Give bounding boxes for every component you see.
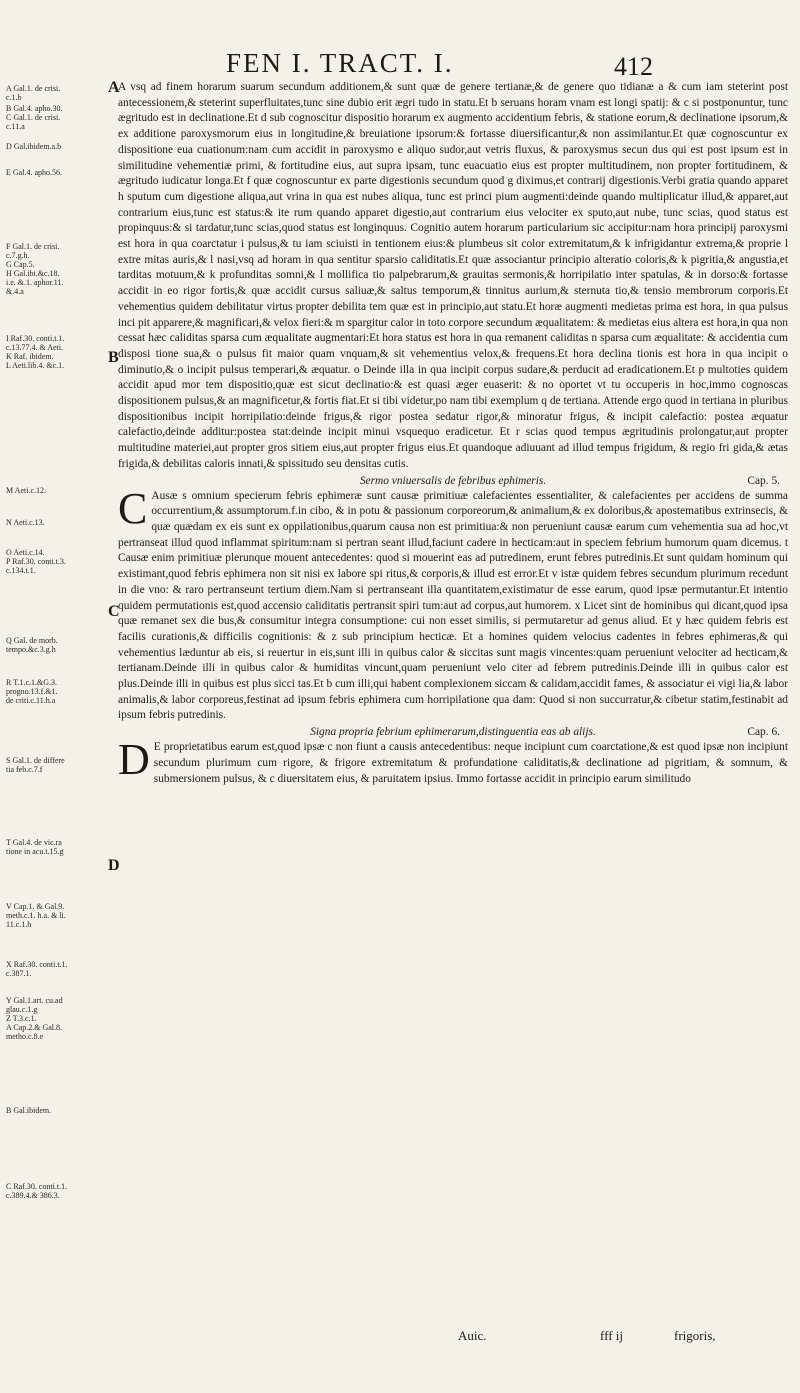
margin-note: [6, 104, 102, 131]
drop-cap: D: [118, 735, 150, 785]
page-number: 412: [614, 52, 653, 81]
margin-note-line: L Aeti.lib.4. &c.1.: [6, 361, 65, 370]
margin-note: [6, 902, 102, 929]
margin-note-line: Q Gal. de morb.: [6, 636, 58, 645]
margin-note-line: progno.13.f.&1.: [6, 687, 58, 696]
chapter-label: Cap. 5.: [747, 474, 780, 487]
margin-note-line: K Raf. ibidem.: [6, 352, 54, 361]
margin-note-line: M Aeti.c.12.: [6, 486, 46, 495]
section-body: Ausæ s omnium specierum febris ephimeræ sunt causæ primitiuæ calefacientes essentialiter, & calefacientes per accidens de summa occurrentium,& assumptorum.f.in cibo, & in potu & passionum corporeorum,& animalium,& ex doloribus,& apostematibus extrinsecis, & quæ quædam ex eis sunt ex oppilationibus,quarum causa non est primitiua:& non perueniunt causæ earum cum vehementia sua ad hoc,vt pertranseat illud quod inflammat spiritum:nam si pertran seant illud,faciunt cadere in hecticam:aut in speciem febrium humorum quam dicemus. t Causæ enim primitiuæ plerunque mouent antecedentes: quod si mouerint eas ad putredinem, erunt febres putredinis.Et sunt quidam hominum qui existimant,quod febris ephimera non sit nisi ex labore spi ritus,& corporis,& illud est error.Et v istæ quidem febres secundum plurimum recedunt in die vno: & raro pertranseunt tertium diem.Nam si pertranseant illa quantitatem,existimatur de esse earum, quod ipsæ permutantur.Et intentio quidem permutationis est,quod accensio caliditatis pertransit spiri tum:aut ad corpus,aut humorem. x Licet sint de hominibus qui dicant,quod ipsa quæ remanet sex die bus,& consumitur integra consumptione: cui non esset similis, si permutaretur ad genus aliud. Et y hæc quidem febris est facilis curationis,& difficilis cognitionis: & z sub principium hecticæ. Et a homines quidem velocius cadentes in febres ephimeras,& qui vehementius læduntur ab eis, si reuertur in eis,sunt illi in quibus calor & siccitas sunt magis vincentes:quam perueniunt velociter ad hecticam,& tertianam.Deinde illi in quibus calor & humiditas vincunt,quam perueniunt velo citer ad febrem putredinis.Deinde illi in quibus calor est plus.Deinde illi in quibus est plus sicci tas.Et b cum illi,qui habent complexionem siccam & calidam,accidit fames, & associatur ei vigi lia,& labor animalis,& labor corporeus,festinat ad ipsum febris ephimera cum horripilatione qua dam: Quod si non succurratur,& cibetur statim,festinabit ad ipsum febris putredinis.: [118, 489, 788, 722]
margin-note: [6, 996, 102, 1041]
margin-note: [6, 242, 102, 296]
section-6-text: [118, 735, 788, 787]
running-header: [0, 48, 800, 82]
margin-note: [6, 1106, 102, 1115]
margin-note-line: C Raf.30. conti.t.1.: [6, 1182, 68, 1191]
margin-note-line: B Gal.4. apho.30.: [6, 104, 63, 113]
margin-note-line: A Cap.2.& Gal.8.: [6, 1023, 62, 1032]
main-text: [118, 80, 788, 1340]
margin-note-line: i.e. &.1. aphor.11.: [6, 278, 64, 287]
section-5-text: [118, 483, 788, 725]
margin-note-line: G Cap.5.: [6, 260, 35, 269]
page-footer: [0, 1328, 800, 1348]
margin-note-line: tione in acu.t.15.g: [6, 847, 64, 856]
margin-note-line: c.387.1.: [6, 969, 32, 978]
margin-note-line: T Gal.4. de vic.ra: [6, 838, 62, 847]
margin-note: [6, 838, 102, 856]
chapter-label: Cap. 6.: [747, 726, 780, 739]
section-title: Signa propria febrium ephimerarum,distinguentia eas ab alijs.: [310, 726, 596, 739]
margin-note: [6, 636, 102, 654]
margin-note-line: P Raf.30. conti.t.3.: [6, 557, 66, 566]
margin-note-line: meth.c.1. h.a. & li.: [6, 911, 66, 920]
margin-note-line: tempo.&c.3.g.h: [6, 645, 56, 654]
margin-note: [6, 334, 102, 370]
side-letter: D: [108, 857, 120, 874]
margin-note: [6, 84, 102, 102]
running-title: FEN I. TRACT. I.: [226, 48, 454, 78]
margin-note-line: F Gal.1. de crisi.: [6, 242, 60, 251]
margin-note-line: V Cap.1. & Gal.9.: [6, 902, 65, 911]
margin-note-line: N Aeti.c.13.: [6, 518, 45, 527]
section-heading-5: [118, 473, 788, 489]
margin-note-line: Z T.3.c.1.: [6, 1014, 37, 1023]
margin-note: [6, 678, 102, 705]
margin-note-line: H Gal.ibi.&c.18.: [6, 269, 60, 278]
margin-note: [6, 1182, 102, 1200]
margin-notes: [6, 84, 102, 1304]
margin-note-line: D Gal.ibidem.a.b: [6, 142, 62, 151]
side-letter: A: [108, 79, 120, 96]
margin-note-line: R T.1.c.1.&G.3.: [6, 678, 58, 687]
side-letter: B: [108, 349, 119, 366]
margin-note: [6, 960, 102, 978]
margin-note-line: Y Gal.1.art. cu.ad: [6, 996, 63, 1005]
side-letter: C: [108, 603, 120, 620]
paragraph-1: [118, 80, 788, 473]
margin-note: [6, 486, 102, 495]
margin-note-line: X Raf.30. conti.t.1.: [6, 960, 68, 969]
margin-note-line: A Gal.1. de crisi.: [6, 84, 61, 93]
paragraph-text: A vsq ad finem horarum suarum secundum additionem,& sunt quæ de genere tertianæ,& de genere quo tidianæ a & cum iam steterint post antecessionem,& steterint superfluitates,tunc sine dubio erit ægri tudo in statu.Et b seruans horam vnam est longi spatij: & c si postponuntur, tunc ægritudo est in declinatione.Et d sub cognoscitur dispositio horarum ex augmento accidentium febris, & statione eorum,& declinatione ipsorum,& ex additione paroxysmorum eius in longitudine,& breuiatione ipsorum:& fortasse diuersificantur,& non assimilantur.Et quæ cognoscuntur ex dispositione eua cuationum:nam cum accidit in paroxysmo e aliquo sudor,aut vetris fluxus, & paroxysmus secun dus qui est post ipsum est in similitudine vehementiæ primi, & fortitudine eius, aut supra ipsam, tunc euacuatio eius est propter multitudinem, non propter fortitudinem, & ægritudo iudicatur longa.Et f quæ cognoscuntur ex parte digestionis secundum quod g diximus,et contrarij digestionis.Verbi gratia quando apparet h sputum cum digestione aliqua,aut vrina in qua est nubes aliqua, tunc est princi pium augmenti:deinde quando multiplicatur illud,& apparet,aut contrarium eius,tunc est status:& ite rum quando apparet digestio,aut contrarium eius velociter ex sputo,aut nube, tunc scias, quod status est propinquus:& si tardatur,tunc scias,quod status est longinquus. Cognitio autem horarum particularium sic accipitur:nam hora principij paroxysmi est hora in qua coarctatur i pulsus,& tu iam sciuisti in tentionem eius:& plumbeus sit color extremitatum,& k infrigidantur extrema,& proprie l extre mitas auris,& l nasi,vsq ad horam in qua sentitur sparsio caliditatis.Et quæ associantur principio alteratio coloris,& k pigritia,& angustia,et tarditas motuum,& k profunditas somni,& l mollifica tio palpebrarum,& grauitas sermonis,& horripilatio inter spatulas, & in dorso:& fortasse accidit in eo rigor fortis,& quæ accidit cursus saliuæ,& saltus temporum,& tinnitus aurium,& sternuta tio,& tensio membrorum corporis.Et vehementius quidem debilitatur virtus propter debilita tem quæ est in principio,aut statu.Et horæ augmenti medietas prima est hora, in qua pulsus inci pit apparere,& magnificari,& velox fieri:& m spargitur calor in toto corpore secundum æqualitatem: & medietas eius altera est hora,in qua non cessat hæc caliditas sparsa cum æqualitate augmentari:Et hora status est hora in qua remanent caliditas n sparsa cum æqualitate: & accidentia cum disposi tione sua,& o pulsus fit maior quam vnquam,& sit vehementius velox,& frequens.Et hora declina tionis est hora in qua incipit o diminutio,& o incipit pulsus temperari,& æquatur. o Deinde illa in qua incipit corpus sudare,& perducit ad eradicationem.Et p multoties quidem accidit apud mor tem dispositio,quæ est sicut declinatio:& est quasi æger euaserit: & no oportet vt tu occuperis in hoc,immo cognoscas dispositionem pulsus,& an magnificetur,& fortis fiat.Et si tibi videtur,po nam tibi exemplum q de tertiana. Attende ergo quod in tertiana in pluribus dispositionibus incipit horripilatio:deinde frigus,& rigor postea sedatur rigor,& minoratur frigus, & incipit calefactio: postea æquatur calefactio,deinde additur:postea stat:deinde incipit minui vsquequo eradicetur. Et r scias quod tempus ægritudinis prolongatur,aut propter multitudine materiei,aut propter gros sitiem eius,aut propter frigus eius.Et quandoque adiuuant ad illud tempus frigidum, & regio fri gida,& ætas frigida,& debilitas caloris innati,& spissitudo seu densitas cutis.: [118, 81, 788, 470]
margin-note-line: c.134.t.1.: [6, 566, 36, 575]
margin-note-line: glau.c.1.g: [6, 1005, 38, 1014]
catchword: frigoris,: [674, 1328, 716, 1343]
margin-note-line: &.4.a: [6, 287, 24, 296]
margin-note-line: O Aeti.c.14.: [6, 548, 45, 557]
margin-note-line: E Gal.4. apho.56.: [6, 168, 62, 177]
margin-note-line: S Gal.1. de differe: [6, 756, 65, 765]
margin-note-line: 11.c.1.h: [6, 920, 32, 929]
margin-note: [6, 518, 102, 527]
margin-note: [6, 548, 102, 575]
margin-note-line: tia feb.c.7.f: [6, 765, 43, 774]
margin-note-line: de criti.c.11.h.a: [6, 696, 56, 705]
section-heading-6: [118, 724, 788, 740]
margin-note-line: C Gal.1. de crisi.: [6, 113, 61, 122]
margin-note-line: c.1.b: [6, 93, 22, 102]
catchword-left: Auic.: [458, 1328, 487, 1343]
margin-note-line: c.13.77.4. & Aeti.: [6, 343, 64, 352]
margin-note: [6, 756, 102, 774]
section-title: Sermo vniuersalis de febribus ephimeris.: [359, 474, 547, 487]
margin-note-line: I Raf.30. conti.t.1.: [6, 334, 65, 343]
margin-note-line: B Gal.ibidem.: [6, 1106, 52, 1115]
margin-note-line: c.11.a: [6, 122, 25, 131]
margin-note-line: c.7.g.h.: [6, 251, 30, 260]
margin-note-line: c.389.4.& 386.3.: [6, 1191, 60, 1200]
margin-note-line: metho.c.8.e: [6, 1032, 44, 1041]
margin-note: [6, 142, 102, 151]
margin-note: [6, 168, 102, 177]
signature-mark: fff ij: [600, 1328, 623, 1343]
section-body: E proprietatibus earum est,quod ipsæ c non fiunt a causis antecedentibus: neque incipiunt cum coarctatione,& est quod ipsæ non incipiunt secundum plurimum cum rigore, & frigore extremitatum & profundatione caliditatis,& declinatione ad pigritiam, & somnum, & submersionem pulsus, & c diuersitatem eius, & paruitatem ipsius. Immo fortasse accidit in principio earum similitudo: [153, 741, 788, 785]
drop-cap: C: [118, 483, 148, 533]
